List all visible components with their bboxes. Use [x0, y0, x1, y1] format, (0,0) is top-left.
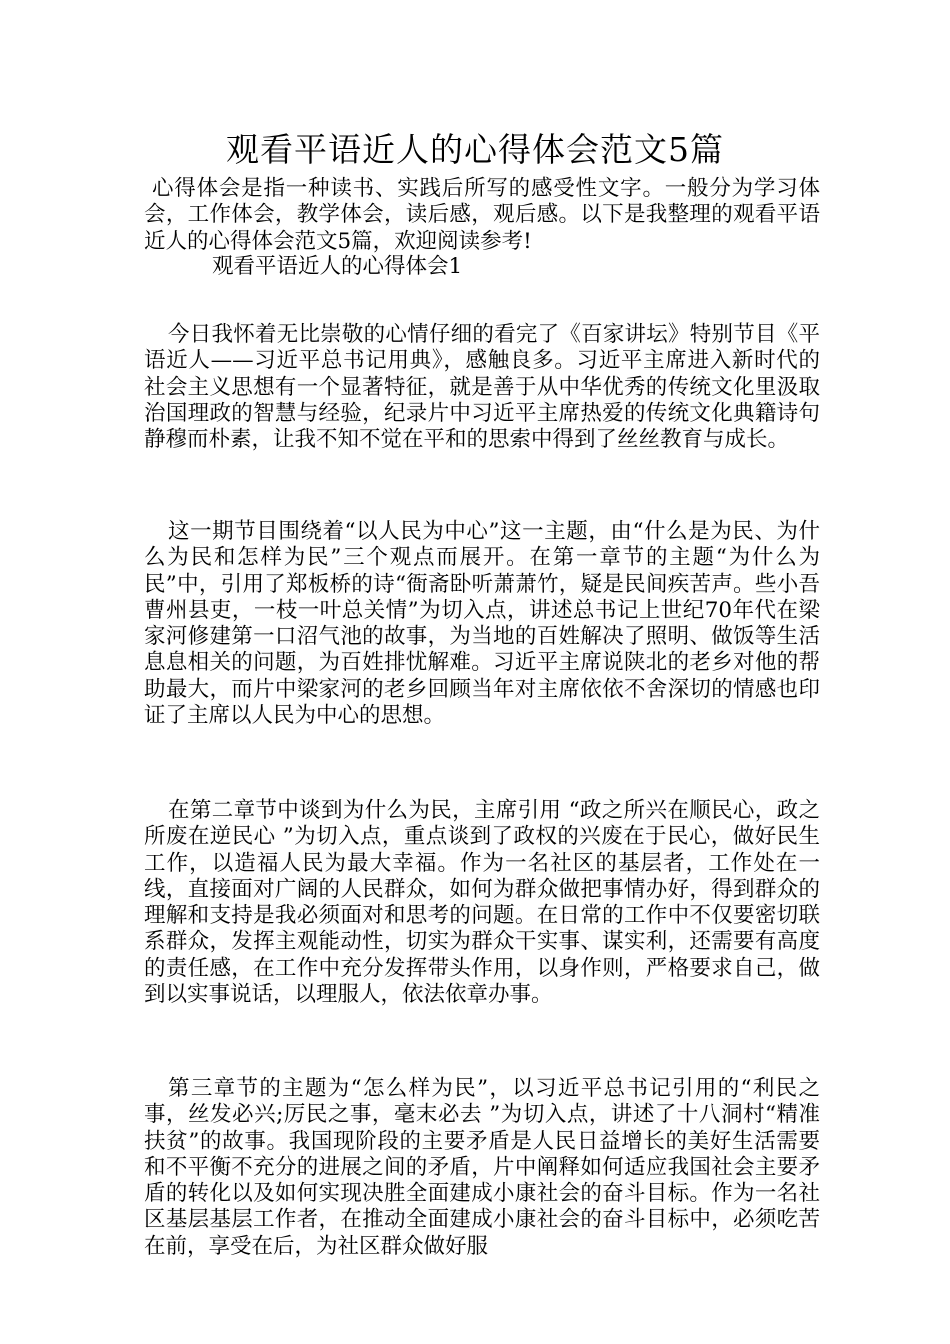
body-paragraph-2: 这一期节目围绕着“以人民为中心”这一主题，由“什么是为民、为什么为民和怎样为民”三个观点而展开。在第一章节的主题“为什么为民”中，引用了郑板桥的诗“衙斋卧听萧萧竹，疑是民间疾苦声。些小吾曹州县吏，一枝一叶总关情”为切入点，讲述总书记上世纪70年代在梁家河修建第一口沼气池的故事，为当地的百姓解决了照明、做饭等生活息息相关的问题，为百姓排忧解难。习近平主席说陕北的老乡对他的帮助最大，而片中梁家河的老乡回顾当年对主席依依不舍深切的情感也印证了主席以人民为中心的思想。: [144, 519, 820, 729]
document-title: 观看平语近人的心得体会范文5篇: [226, 130, 724, 169]
body-paragraph-4: 第三章节的主题为“怎么样为民”，以习近平总书记引用的“利民之事，丝发必兴;厉民之事，毫末必去 ”为切入点，讲述了十八洞村“精准扶贫”的故事。我国现阶段的主要矛盾是人民日益增长的美好生活需要和不平衡不充分的进展之间的矛盾，片中阐释如何适应我国社会主要矛盾的转化以及如何实现决胜全面建成小康社会的奋斗目标。作为一名社区基层基层工作者，在推动全面建成小康社会的奋斗目标中，必须吃苦在前，享受在后，为社区群众做好服: [144, 1076, 820, 1259]
body-paragraph-3: 在第二章节中谈到为什么为民，主席引用 “政之所兴在顺民心，政之所废在逆民心 ”为切入点，重点谈到了政权的兴废在于民心，做好民生工作，以造福人民为最大幸福。作为一名社区的基层者，工作处在一线，直接面对广阔的人民群众，如何为群众做把事情办好，得到群众的理解和支持是我必须面对和思考的问题。在日常的工作中不仅要密切联系群众，发挥主观能动性，切实为群众干实事、谋实利，还需要有高度的责任感，在工作中充分发挥带头作用，以身作则，严格要求自己，做到以实事说话，以理服人，依法依章办事。: [144, 798, 820, 1008]
section-heading: 观看平语近人的心得体会1: [212, 254, 463, 279]
body-paragraph-1: 今日我怀着无比崇敬的心情仔细的看完了《百家讲坛》特别节目《平语近人——习近平总书记用典》，感触良多。习近平主席进入新时代的社会主义思想有一个显著特征，就是善于从中华优秀的传统文化里汲取治国理政的智慧与经验，纪录片中习近平主席热爱的传统文化典籍诗句静穆而朴素，让我不知不觉在平和的思索中得到了丝丝教育与成长。: [144, 322, 820, 453]
intro-paragraph: 心得体会是指一种读书、实践后所写的感受性文字。一般分为学习体会，工作体会，教学体会，读后感，观后感。以下是我整理的观看平语近人的心得体会范文5篇，欢迎阅读参考!: [144, 176, 820, 254]
